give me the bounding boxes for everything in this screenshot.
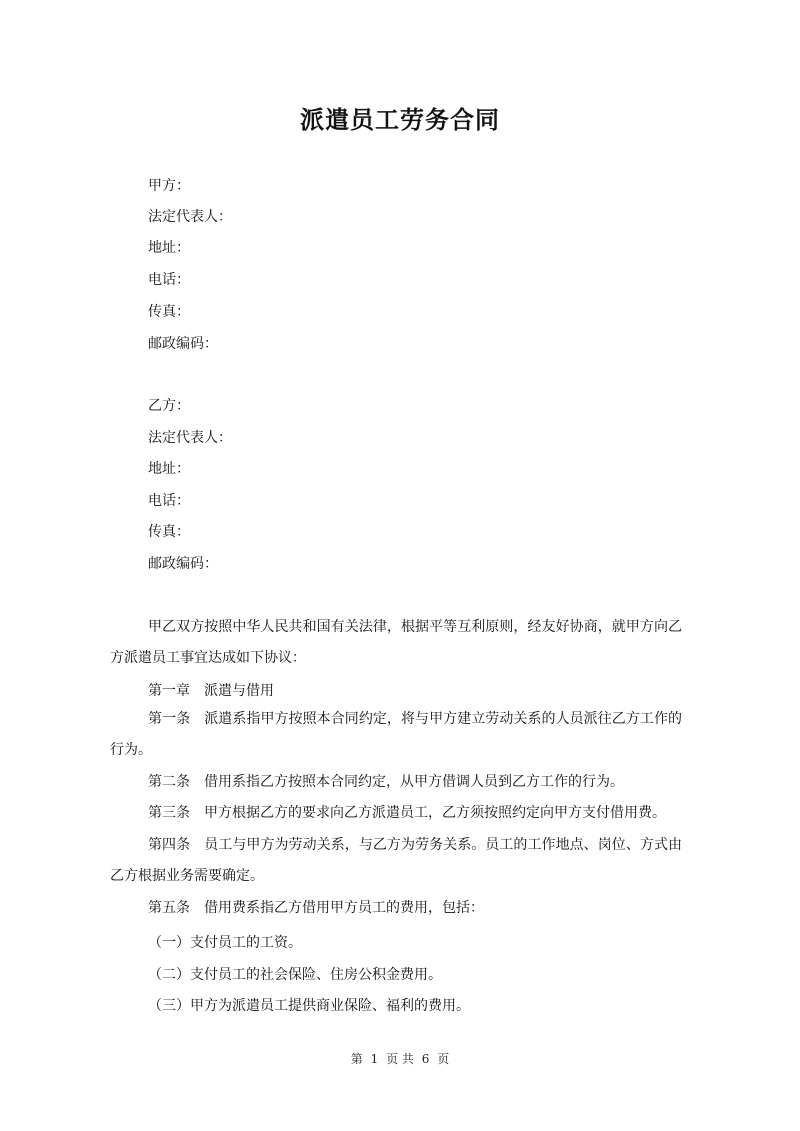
chapter-title: 派遣与借用 (204, 683, 274, 699)
article-text: 员工与甲方为劳动关系，与乙方为劳务关系。员工的工作地点、岗位、方式由乙方根据业务需要确定。 (110, 837, 683, 884)
footer-suffix: 页 (437, 1052, 450, 1066)
party-b-rep-label: 法定代表人： (148, 430, 232, 446)
party-a-phone-label: 电话： (148, 272, 190, 288)
list-item: （三）甲方为派遣员工提供商业保险、福利的费用。 (148, 998, 470, 1014)
article-4 (110, 830, 682, 892)
article-number: 第四条 (148, 837, 191, 853)
intro-paragraph: 甲乙双方按照中华人民共和国有关法律，根据平等互利原则，经友好协商，就甲方向乙方派遣员工事宜达成如下协议： (110, 619, 682, 666)
article-text: 甲方根据乙方的要求向乙方派遣员工，乙方须按照约定向甲方支付借用费。 (204, 805, 666, 821)
list-item: （二）支付员工的社会保险、住房公积金费用。 (148, 967, 442, 983)
party-a-fax-label: 传真： (148, 304, 190, 320)
chapter-heading (148, 681, 274, 701)
party-a-postal-label: 邮政编码： (148, 336, 218, 352)
article-text: 借用系指乙方按照本合同约定，从甲方借调人员到乙方工作的行为。 (204, 774, 624, 790)
article-text: 派遣系指甲方按照本合同约定，将与甲方建立劳动关系的人员派往乙方工作的行为。 (110, 711, 683, 758)
footer-page-number: 1 (370, 1052, 379, 1066)
article-3 (110, 798, 682, 829)
document-title: 派遣员工劳务合同 (300, 106, 500, 134)
party-b-fax-label: 传真： (148, 524, 190, 540)
footer-prefix: 第 (350, 1052, 363, 1066)
article-2 (110, 767, 682, 798)
article-number: 第二条 (148, 774, 190, 790)
article-number: 第一条 (148, 711, 191, 727)
party-b-phone-label: 电话： (148, 493, 190, 509)
article-number: 第三条 (148, 805, 190, 821)
party-a-address-label: 地址： (148, 240, 190, 256)
party-b-postal-label: 邮政编码： (148, 556, 218, 572)
party-a-name-label: 甲方： (148, 178, 190, 194)
article-number: 第五条 (148, 900, 190, 916)
chapter-number: 第一章 (148, 683, 190, 699)
list-item: （一）支付员工的工资。 (148, 935, 302, 951)
page-footer (0, 1050, 800, 1067)
article-text: 借用费系指乙方借用甲方员工的费用，包括： (204, 900, 484, 916)
article-5 (110, 893, 682, 924)
footer-mid: 页 共 (386, 1052, 414, 1066)
footer-total-pages: 6 (421, 1052, 430, 1066)
party-b-address-label: 地址： (148, 461, 190, 477)
article-1 (110, 704, 682, 766)
party-a-rep-label: 法定代表人： (148, 209, 232, 225)
party-b-name-label: 乙方： (148, 398, 190, 414)
